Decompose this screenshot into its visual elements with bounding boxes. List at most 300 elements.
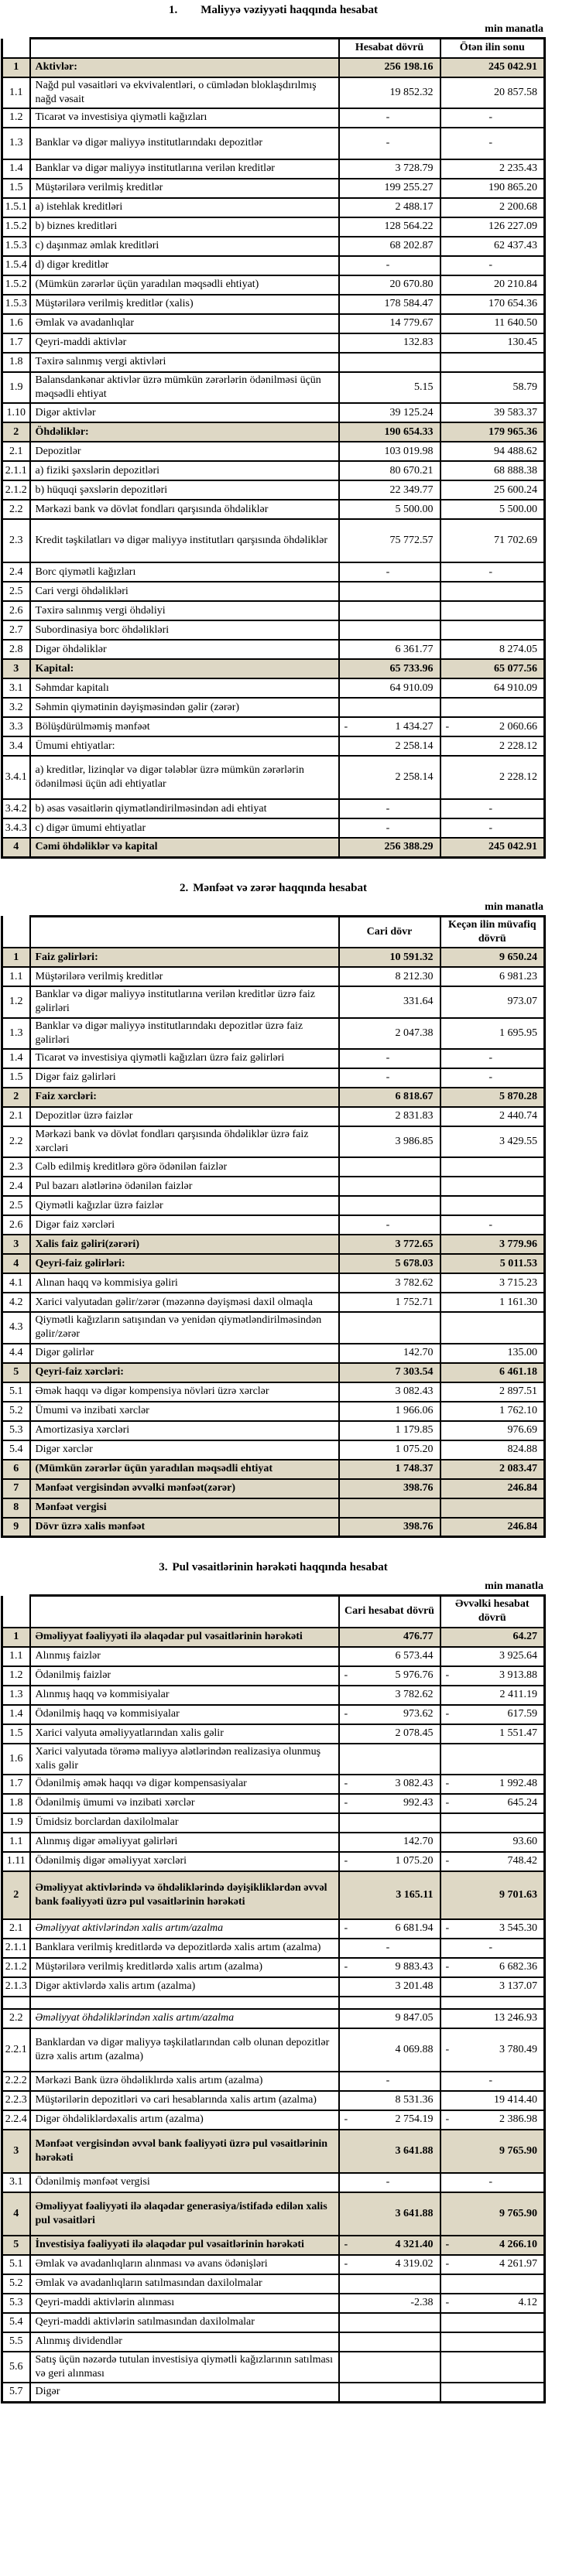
row-value-previous bbox=[440, 2255, 545, 2274]
row-label-text: Cəmi öhdəliklər və kapital bbox=[35, 841, 158, 853]
table-row bbox=[2, 2255, 545, 2274]
row-label-text: Nağd pul vəsaitləri və ekvivalentləri, o cümlədən bloklaşdırılmış nağd vəsait bbox=[35, 79, 317, 105]
row-num bbox=[2, 295, 30, 314]
row-value-previous bbox=[440, 717, 545, 736]
row-num bbox=[2, 1686, 30, 1705]
row-value-current-text: 8 531.36 bbox=[395, 2094, 434, 2106]
row-value-current bbox=[339, 2294, 440, 2313]
row-num bbox=[2, 1126, 30, 1157]
row-num-text: 6 bbox=[13, 1463, 19, 1475]
table-row bbox=[2, 1402, 545, 1421]
row-value-current bbox=[339, 986, 440, 1017]
row-num bbox=[2, 1049, 30, 1068]
column-header-current: Cari dövr bbox=[339, 916, 440, 948]
table-row bbox=[2, 198, 545, 217]
row-value-current-text: 1 075.20 bbox=[395, 1443, 434, 1456]
header-label-cell bbox=[30, 39, 339, 58]
table-row bbox=[2, 2130, 545, 2173]
row-value-current bbox=[339, 948, 440, 967]
row-value-previous bbox=[440, 2383, 545, 2402]
row-value-previous bbox=[440, 1813, 545, 1833]
table-row bbox=[2, 403, 545, 422]
row-value-previous-text: - bbox=[488, 111, 493, 124]
row-label-text: b) əsas vəsaitlərin qiymətləndirilməsindən adi ehtiyat bbox=[35, 802, 267, 815]
row-value-current bbox=[339, 1498, 440, 1518]
row-num-text: 1.4 bbox=[9, 162, 23, 175]
row-value-previous bbox=[440, 562, 545, 582]
row-value-previous-text: 2 235.43 bbox=[499, 162, 537, 175]
row-label-text: Əmək haqqı və digər kompensiya növləri üzrə xərclər bbox=[35, 1385, 269, 1398]
table-row bbox=[2, 1686, 545, 1705]
row-value-previous-text: 5 500.00 bbox=[499, 503, 537, 515]
row-value-previous-text: 2 411.19 bbox=[499, 1688, 537, 1700]
row-num-text: 5 bbox=[13, 2239, 19, 2251]
row-num bbox=[2, 159, 30, 179]
row-label bbox=[30, 2091, 339, 2110]
row-num bbox=[2, 1997, 30, 2009]
row-label bbox=[30, 333, 339, 353]
row-num bbox=[2, 1724, 30, 1744]
row-label-text: b) hüquqi şəxslərin depozitləri bbox=[35, 483, 168, 496]
row-label-text: Əmlak və avadanlıqların satılmasından daxilolmalar bbox=[35, 2277, 262, 2290]
row-num-text: 3.4.3 bbox=[5, 822, 27, 834]
row-num-text: 9 bbox=[13, 1520, 19, 1532]
row-label bbox=[30, 2072, 339, 2091]
row-value-current bbox=[339, 1628, 440, 1647]
row-value-current-text: 992.43 bbox=[403, 1797, 434, 1809]
row-value-previous-text: 3 925.64 bbox=[499, 1649, 537, 1662]
row-value-current bbox=[339, 1518, 440, 1537]
row-num-text: 2.2 bbox=[9, 1135, 23, 1147]
row-num-text: 1.5.1 bbox=[5, 201, 27, 214]
row-value-current bbox=[339, 2352, 440, 2383]
row-value-previous bbox=[440, 461, 545, 480]
row-num bbox=[2, 1402, 30, 1421]
row-value-previous bbox=[440, 1235, 545, 1254]
row-value-current bbox=[339, 1958, 440, 1977]
row-value-current-text: - bbox=[386, 1071, 390, 1084]
row-value-previous bbox=[440, 698, 545, 717]
row-value-previous-text: 64.27 bbox=[512, 1630, 537, 1642]
row-num bbox=[2, 582, 30, 601]
row-value-previous bbox=[440, 1157, 545, 1177]
row-value-previous bbox=[440, 1705, 545, 1724]
row-num bbox=[2, 1460, 30, 1479]
row-value-current-text: 9 847.05 bbox=[395, 2012, 434, 2024]
table-row bbox=[2, 818, 545, 838]
row-value-previous-text: - bbox=[488, 565, 493, 578]
row-num-text: 2 bbox=[13, 1888, 19, 1901]
table-row bbox=[2, 1628, 545, 1647]
table-row bbox=[2, 799, 545, 818]
row-value-previous bbox=[440, 756, 545, 799]
row-num bbox=[2, 1440, 30, 1460]
row-value-previous bbox=[440, 2352, 545, 2383]
row-value-previous bbox=[440, 1997, 545, 2009]
row-label bbox=[30, 2028, 339, 2072]
row-value-previous bbox=[440, 275, 545, 295]
row-value-previous bbox=[440, 353, 545, 372]
row-label-text: Amortizasiya xərcləri bbox=[35, 1424, 130, 1437]
row-num-text: 1.9 bbox=[9, 381, 23, 393]
row-num bbox=[2, 799, 30, 818]
row-label bbox=[30, 461, 339, 480]
row-value-current-text: 1 075.20 bbox=[395, 1855, 434, 1867]
row-label-text: Səhmin qiymətinin dəyişməsindən gəlir (zərər) bbox=[35, 701, 240, 713]
header-corner-cell bbox=[2, 916, 30, 948]
row-value-current bbox=[339, 659, 440, 678]
row-value-previous-text: - bbox=[488, 1218, 493, 1231]
row-value-previous-text: 68 888.38 bbox=[494, 464, 537, 477]
row-value-previous bbox=[440, 1939, 545, 1958]
table-row bbox=[2, 601, 545, 620]
row-value-previous bbox=[440, 2236, 545, 2255]
row-num bbox=[2, 1744, 30, 1775]
table-row bbox=[2, 1049, 545, 1068]
row-value-current-text: 3 986.85 bbox=[395, 1135, 434, 1147]
table-row bbox=[2, 620, 545, 640]
row-label bbox=[30, 1705, 339, 1724]
row-value-previous-text: 4 261.97 bbox=[499, 2258, 537, 2270]
row-label-text: Cari vergi öhdəlikləri bbox=[35, 585, 129, 597]
row-num bbox=[2, 2255, 30, 2274]
row-num bbox=[2, 1177, 30, 1196]
row-num-text: 2 bbox=[13, 1091, 19, 1103]
row-num-text: 5.1 bbox=[9, 2258, 23, 2270]
row-value-previous-text: 973.07 bbox=[507, 996, 537, 1008]
title-number: 3. bbox=[159, 1561, 168, 1574]
table-row bbox=[2, 2383, 545, 2402]
row-value-previous-text: 748.42 bbox=[507, 1855, 537, 1867]
row-value-previous bbox=[440, 333, 545, 353]
row-value-previous bbox=[440, 1871, 545, 1919]
row-num-text: 1.5.3 bbox=[5, 298, 27, 310]
row-value-previous-text: 20 857.58 bbox=[494, 86, 537, 98]
row-label-text: Faiz xərcləri: bbox=[35, 1091, 97, 1103]
column-header-previous: Ötən ilin sonu bbox=[440, 39, 545, 58]
row-value-previous-text: 130.45 bbox=[507, 337, 537, 349]
row-num-text: 2.1 bbox=[9, 1110, 23, 1122]
row-num bbox=[2, 1852, 30, 1871]
row-num-text: 1.1 bbox=[9, 1836, 23, 1848]
row-label-text: Digər faiz gəlirləri bbox=[35, 1071, 116, 1084]
row-label-text: Digər faiz xərcləri bbox=[35, 1218, 115, 1231]
row-num-text: 2.2.4 bbox=[5, 2113, 27, 2126]
row-label-text: Satış üçün nəzərdə tutulan investisiya qiymətli kağızlarının satılması və geri alınması bbox=[35, 2353, 334, 2380]
row-label-text: Qeyri-maddi aktivlərin alınması bbox=[35, 2297, 175, 2309]
row-value-previous bbox=[440, 422, 545, 442]
row-label bbox=[30, 1628, 339, 1647]
row-value-current bbox=[339, 1871, 440, 1919]
row-num-text: 2.6 bbox=[9, 1218, 23, 1231]
row-label bbox=[30, 1871, 339, 1919]
row-num bbox=[2, 256, 30, 275]
row-value-previous-text: - bbox=[488, 2075, 493, 2087]
row-num bbox=[2, 1871, 30, 1919]
row-num-text: 3.4.2 bbox=[5, 802, 27, 815]
row-value-previous bbox=[440, 1068, 545, 1088]
row-value-previous bbox=[440, 2274, 545, 2294]
row-value-current-text: 2 047.38 bbox=[395, 1027, 434, 1039]
table-row bbox=[2, 1107, 545, 1126]
row-num bbox=[2, 1382, 30, 1402]
row-num-text: 2.4 bbox=[9, 565, 23, 578]
row-value-previous-text: 2 440.74 bbox=[499, 1110, 537, 1122]
row-label-text: Təxirə salınmış vergi aktivləri bbox=[35, 356, 166, 368]
row-num-text: 2.1.3 bbox=[5, 1980, 27, 1993]
row-label-text: Digər aktivlər bbox=[35, 406, 96, 419]
row-value-current bbox=[339, 159, 440, 179]
table-row bbox=[2, 1977, 545, 1997]
row-value-current bbox=[339, 838, 440, 857]
row-label bbox=[30, 1919, 339, 1939]
row-value-current-text: 3 782.62 bbox=[395, 1688, 434, 1700]
row-value-current bbox=[339, 237, 440, 256]
row-num bbox=[2, 2383, 30, 2402]
row-num-text: 1.2 bbox=[9, 996, 23, 1008]
table-row bbox=[2, 2236, 545, 2255]
row-num bbox=[2, 422, 30, 442]
row-value-current bbox=[339, 256, 440, 275]
row-value-previous-text: 6 682.36 bbox=[499, 1961, 537, 1973]
row-num-text: 2.3 bbox=[9, 535, 23, 547]
row-label bbox=[30, 77, 339, 108]
table-row bbox=[2, 2192, 545, 2236]
row-value-current-text: 6 361.77 bbox=[395, 643, 434, 655]
row-label-text: Qiymətli kağızlar üzrə faizlər bbox=[35, 1199, 163, 1211]
row-label bbox=[30, 314, 339, 333]
row-value-previous-text: 71 702.69 bbox=[494, 535, 537, 547]
row-label-text: Kapital: bbox=[35, 662, 74, 675]
row-label bbox=[30, 967, 339, 986]
row-value-previous bbox=[440, 1107, 545, 1126]
row-num-text: 3.4 bbox=[9, 740, 23, 752]
row-value-current-text: 142.70 bbox=[403, 1836, 434, 1848]
row-label-text: Faiz gəlirləri: bbox=[35, 951, 98, 963]
row-num-text: 5 bbox=[13, 1366, 19, 1379]
row-label-text: Dövr üzrə xalis mənfəət bbox=[35, 1520, 146, 1532]
row-num-text: 5.3 bbox=[9, 1424, 23, 1437]
title-number: 2. bbox=[180, 881, 189, 894]
row-value-current bbox=[339, 1775, 440, 1794]
row-value-previous-text: 13 246.93 bbox=[494, 2012, 537, 2024]
row-value-previous-text: 11 640.50 bbox=[494, 317, 537, 330]
row-label bbox=[30, 1440, 339, 1460]
row-label bbox=[30, 601, 339, 620]
row-label bbox=[30, 1518, 339, 1537]
row-label bbox=[30, 799, 339, 818]
table-row bbox=[2, 353, 545, 372]
row-value-current bbox=[339, 519, 440, 562]
row-value-current bbox=[339, 128, 440, 159]
table-row bbox=[2, 314, 545, 333]
unit-label: min manatla bbox=[485, 900, 543, 913]
row-label bbox=[30, 403, 339, 422]
row-value-previous-text: 246.84 bbox=[507, 1482, 537, 1495]
table-row bbox=[2, 2352, 545, 2383]
table-row bbox=[2, 275, 545, 295]
row-value-current-text: 3 201.48 bbox=[395, 1980, 434, 1993]
row-num-text: 2.7 bbox=[9, 624, 23, 636]
row-num-text: 1.10 bbox=[6, 406, 26, 419]
row-label bbox=[30, 422, 339, 442]
row-label-text: Ümumi və inzibati xərclər bbox=[35, 1405, 149, 1417]
row-num bbox=[2, 237, 30, 256]
row-value-current bbox=[339, 1997, 440, 2009]
row-value-current bbox=[339, 333, 440, 353]
row-label-text: Mənfəət vergisi bbox=[35, 1502, 107, 1514]
row-value-current bbox=[339, 1705, 440, 1724]
row-num bbox=[2, 1273, 30, 1293]
row-value-current bbox=[339, 275, 440, 295]
row-value-current bbox=[339, 480, 440, 500]
row-value-current bbox=[339, 1088, 440, 1107]
row-value-previous-text: 6 461.18 bbox=[499, 1366, 537, 1379]
row-value-previous bbox=[440, 480, 545, 500]
row-value-current bbox=[339, 1068, 440, 1088]
table-row bbox=[2, 333, 545, 353]
row-value-current bbox=[339, 1215, 440, 1235]
row-num bbox=[2, 2028, 30, 2072]
row-num bbox=[2, 1344, 30, 1363]
row-value-previous-text: 617.59 bbox=[507, 1707, 537, 1720]
table-row bbox=[2, 1312, 545, 1343]
row-label bbox=[30, 1068, 339, 1088]
row-label-text: Mərkəzi Bank üzrə öhdəliklırdə xalis artım (azalma) bbox=[35, 2075, 263, 2087]
column-header-previous: Keçən ilin müvafiq dövrü bbox=[440, 916, 545, 948]
row-label-text: Banklara verilmiş kreditlərdə və depozitlərdə xalis artım (azalma) bbox=[35, 1942, 321, 1954]
row-value-previous bbox=[440, 1686, 545, 1705]
row-value-current-text: 2 258.14 bbox=[395, 740, 434, 752]
row-value-current-text: 68 202.87 bbox=[389, 240, 434, 252]
row-num bbox=[2, 1775, 30, 1794]
row-value-current bbox=[339, 422, 440, 442]
row-num bbox=[2, 2352, 30, 2383]
row-value-current-text: - bbox=[386, 1052, 390, 1064]
row-num bbox=[2, 1833, 30, 1852]
row-label-text: Subordinasiya borc öhdəlikləri bbox=[35, 624, 170, 636]
row-num bbox=[2, 314, 30, 333]
row-num bbox=[2, 2274, 30, 2294]
row-value-current bbox=[339, 461, 440, 480]
row-value-previous bbox=[440, 2192, 545, 2236]
row-value-current-text: - bbox=[386, 565, 390, 578]
section-cash-flow bbox=[0, 1561, 569, 2403]
row-value-previous bbox=[440, 1852, 545, 1871]
row-num-text: 1.4 bbox=[9, 1052, 23, 1064]
row-num-text: 1.5.3 bbox=[5, 240, 27, 252]
row-num-text: 5.4 bbox=[9, 2316, 23, 2328]
row-label-text: Cəlb edilmiş kreditlərə görə ödənilən faizlər bbox=[35, 1160, 228, 1173]
row-label bbox=[30, 1498, 339, 1518]
row-num-text: 2 bbox=[13, 425, 19, 438]
row-label-text: Öhdəliklər: bbox=[35, 425, 89, 438]
row-num bbox=[2, 372, 30, 403]
row-value-previous-text: 126 227.09 bbox=[488, 220, 537, 233]
row-label-text: Qeyri-faiz xərcləri: bbox=[35, 1366, 124, 1379]
row-label-text: Depozitlər bbox=[35, 445, 81, 457]
row-value-current bbox=[339, 1196, 440, 1215]
row-value-previous-text: 246.84 bbox=[507, 1520, 537, 1532]
row-label bbox=[30, 562, 339, 582]
row-value-previous-text: - bbox=[488, 2176, 493, 2188]
row-value-previous bbox=[440, 2009, 545, 2028]
row-label bbox=[30, 1852, 339, 1871]
row-num bbox=[2, 442, 30, 461]
row-value-current bbox=[339, 1177, 440, 1196]
row-label bbox=[30, 256, 339, 275]
row-label bbox=[30, 1254, 339, 1273]
row-value-previous-text: 65 077.56 bbox=[494, 662, 537, 675]
row-num-text: 1.1 bbox=[9, 970, 23, 982]
row-label bbox=[30, 275, 339, 295]
row-label-text: a) fiziki şəxslərin depozitləri bbox=[35, 464, 160, 477]
row-value-current-text: 75 772.57 bbox=[389, 535, 434, 547]
row-value-previous bbox=[440, 1312, 545, 1343]
row-value-current bbox=[339, 1794, 440, 1813]
table-row bbox=[2, 2091, 545, 2110]
table-row bbox=[2, 372, 545, 403]
table-row bbox=[2, 1775, 545, 1794]
row-label-text: Müştərilərə verilmiş kreditlər (xalis) bbox=[35, 298, 194, 310]
row-value-previous-text: - bbox=[488, 137, 493, 149]
row-num-text: 5.6 bbox=[9, 2360, 23, 2373]
row-value-current-text: 178 584.47 bbox=[384, 298, 434, 310]
row-value-previous-text: 3 780.49 bbox=[499, 2043, 537, 2055]
row-num-text: 2.6 bbox=[9, 604, 23, 617]
row-value-current bbox=[339, 2192, 440, 2236]
row-num bbox=[2, 1498, 30, 1518]
row-label-text: Qiymətli kağızların satışından və yenidən qiymətləndirilməsindən gəlir/zərər bbox=[35, 1314, 322, 1341]
row-value-previous bbox=[440, 1744, 545, 1775]
row-value-previous bbox=[440, 1628, 545, 1647]
row-value-previous bbox=[440, 1126, 545, 1157]
row-label-text: Alınmış dividendlər bbox=[35, 2335, 122, 2348]
row-value-previous-text: 2 897.51 bbox=[499, 1385, 537, 1398]
header-label-cell bbox=[30, 1596, 339, 1628]
row-value-current-text: 199 255.27 bbox=[384, 182, 434, 194]
row-value-current-text: 64 910.09 bbox=[389, 682, 434, 694]
row-num bbox=[2, 1939, 30, 1958]
row-num-text: 5.3 bbox=[9, 2297, 23, 2309]
row-num bbox=[2, 620, 30, 640]
row-value-current bbox=[339, 198, 440, 217]
row-value-current bbox=[339, 403, 440, 422]
row-label bbox=[30, 1157, 339, 1177]
row-value-current-text: 5 678.03 bbox=[395, 1257, 434, 1269]
row-value-previous-text: - bbox=[488, 1942, 493, 1954]
row-value-current bbox=[339, 1049, 440, 1068]
row-value-current bbox=[339, 295, 440, 314]
row-num bbox=[2, 2332, 30, 2352]
row-label bbox=[30, 948, 339, 967]
table-row bbox=[2, 2009, 545, 2028]
row-value-current bbox=[339, 1977, 440, 1997]
row-value-current bbox=[339, 1402, 440, 1421]
row-num-text: 2.1.1 bbox=[5, 1942, 27, 1954]
table-row bbox=[2, 2072, 545, 2091]
row-value-current bbox=[339, 2009, 440, 2028]
row-label-text: (Mümkün zərərlər üçün yaradılan məqsədli ehtiyat) bbox=[35, 278, 259, 291]
row-num bbox=[2, 500, 30, 519]
row-label bbox=[30, 1833, 339, 1852]
table-row bbox=[2, 500, 545, 519]
row-num bbox=[2, 1958, 30, 1977]
row-num-text: 5.7 bbox=[9, 2386, 23, 2398]
row-value-current-text: 1 748.37 bbox=[395, 1463, 434, 1475]
row-value-current-text: 1 179.85 bbox=[395, 1424, 434, 1437]
row-label-text: Banklar və digər maliyyə institutlarındakı depozitlər bbox=[35, 137, 263, 149]
